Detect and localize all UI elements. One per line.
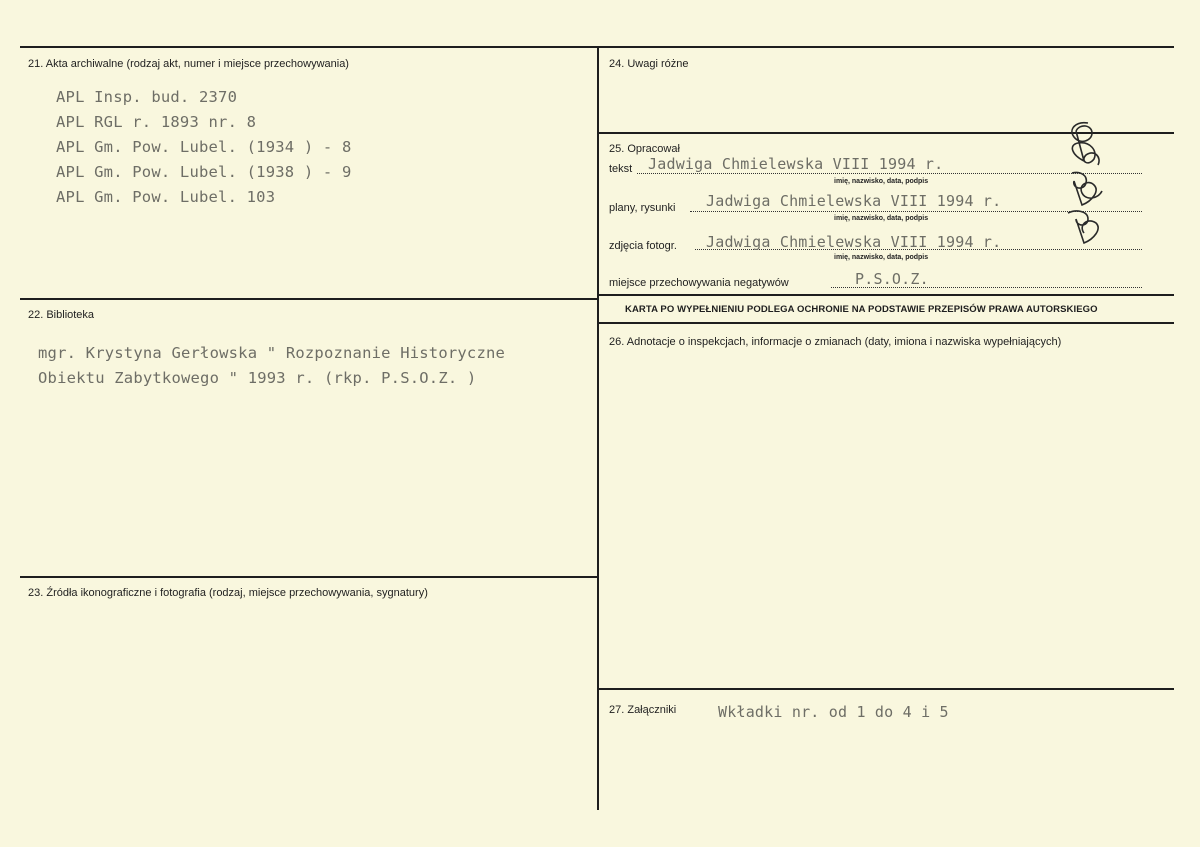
zdjecia-label: zdjęcia fotogr. <box>609 240 677 252</box>
library-line: mgr. Krystyna Gerłowska " Rozpoznanie Historyczne <box>38 344 506 362</box>
zdjecia-value: Jadwiga Chmielewska VIII 1994 r. <box>706 233 1002 251</box>
plany-label: plany, rysunki <box>609 202 676 214</box>
section-21-label: 21. Akta archiwalne (rodzaj akt, numer i miejsce przechowywania) <box>28 58 349 70</box>
tekst-label: tekst <box>609 163 633 175</box>
archive-entry: APL Gm. Pow. Lubel. (1934 ) - 8 <box>56 138 352 156</box>
archive-entry: APL Gm. Pow. Lubel. (1938 ) - 9 <box>56 163 352 181</box>
plany-value: Jadwiga Chmielewska VIII 1994 r. <box>706 192 1002 210</box>
plany-caption: imię, nazwisko, data, podpis <box>834 215 929 222</box>
attachments-value: Wkładki nr. od 1 do 4 i 5 <box>718 703 949 721</box>
archive-entry: APL RGL r. 1893 nr. 8 <box>56 113 257 131</box>
rule-26-27 <box>598 688 1174 690</box>
rule-21-22 <box>20 298 598 300</box>
section-25-label: 25. Opracował <box>609 143 680 155</box>
rule-25-notice <box>598 294 1174 296</box>
negatywy-label: miejsce przechowywania negatywów <box>609 277 789 289</box>
copyright-notice: KARTA PO WYPEŁNIENIU PODLEGA OCHRONIE NA PODSTAWIE PRZEPISÓW PRAWA AUTORSKIEGO <box>625 304 1098 315</box>
tekst-caption: imię, nazwisko, data, podpis <box>834 178 929 185</box>
rule-notice-26 <box>598 322 1174 324</box>
section-22-label: 22. Biblioteka <box>28 309 95 321</box>
archive-entry: APL Gm. Pow. Lubel. 103 <box>56 188 276 206</box>
section-27-label: 27. Załączniki <box>609 704 677 716</box>
tekst-value: Jadwiga Chmielewska VIII 1994 r. <box>648 155 944 173</box>
rule-22-23 <box>20 576 598 578</box>
section-26-label: 26. Adnotacje o inspekcjach, informacje o zmianach (daty, imiona i nazwiska wypełniających) <box>609 336 1062 348</box>
archive-entry: APL Insp. bud. 2370 <box>56 88 238 106</box>
section-24-label: 24. Uwagi różne <box>609 58 689 70</box>
negatywy-value: P.S.O.Z. <box>855 270 929 288</box>
column-divider <box>597 46 599 810</box>
section-23-label: 23. Źródła ikonograficzne i fotografia (rodzaj, miejsce przechowywania, sygnatury) <box>28 587 428 599</box>
signature <box>1058 115 1118 255</box>
library-line: Obiektu Zabytkowego " 1993 r. (rkp. P.S.O.Z. ) <box>38 369 477 387</box>
zdjecia-caption: imię, nazwisko, data, podpis <box>834 254 929 261</box>
